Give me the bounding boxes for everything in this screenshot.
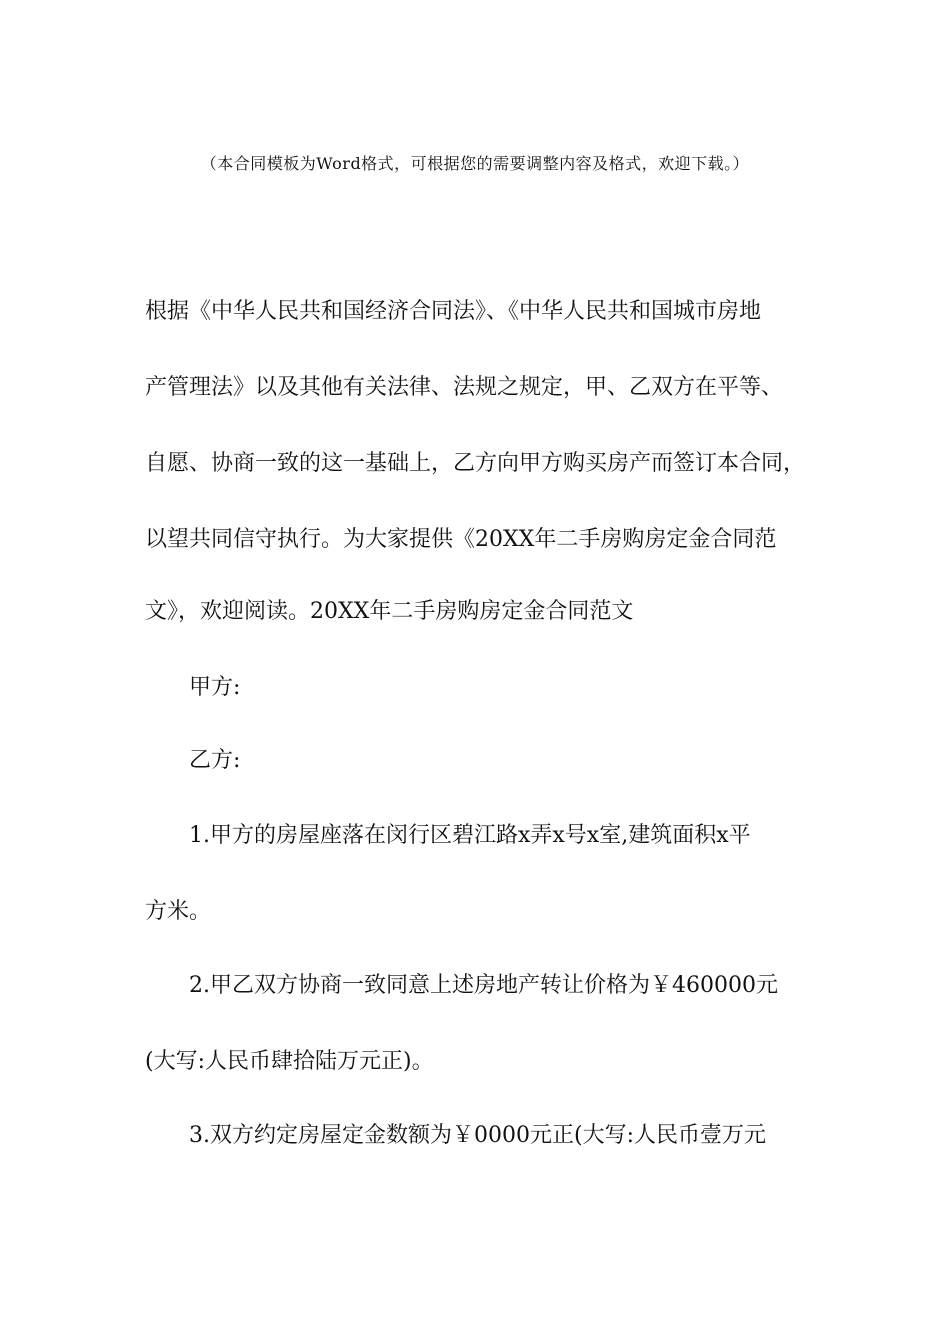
intro-line-3: 自愿、协商一致的这一基础上，乙方向甲方购买房产而签订本合同， [145, 451, 806, 476]
clause-2-line-2: (大写:人民币肆拾陆万元正)。 [145, 1049, 434, 1074]
clause-1-line-1: 1.甲方的房屋座落在闵行区碧江路x弄x号x室,建筑面积x平 [189, 823, 751, 848]
intro-line-2: 产管理法》以及其他有关法律、法规之规定，甲、乙双方在平等、 [145, 375, 784, 400]
intro-line-1: 根据《中华人民共和国经济合同法》、《中华人民共和国城市房地 [145, 299, 762, 324]
party-b-label: 乙方: [189, 748, 241, 773]
clause-2-line-1: 2.甲乙双方协商一致同意上述房地产转让价格为￥460000元 [189, 973, 778, 998]
party-a-label: 甲方: [189, 675, 241, 700]
clause-1-line-2: 方米。 [145, 899, 212, 924]
clause-3-line-1: 3.双方约定房屋定金数额为￥0000元正(大写:人民币壹万元 [189, 1123, 766, 1148]
intro-line-4: 以望共同信守执行。为大家提供《20XX年二手房购房定金合同范 [145, 527, 777, 552]
template-note: （本合同模板为Word格式，可根据您的需要调整内容及格式，欢迎下载。） [200, 154, 750, 173]
intro-line-5: 文》，欢迎阅读。20XX年二手房购房定金合同范文 [145, 599, 634, 624]
